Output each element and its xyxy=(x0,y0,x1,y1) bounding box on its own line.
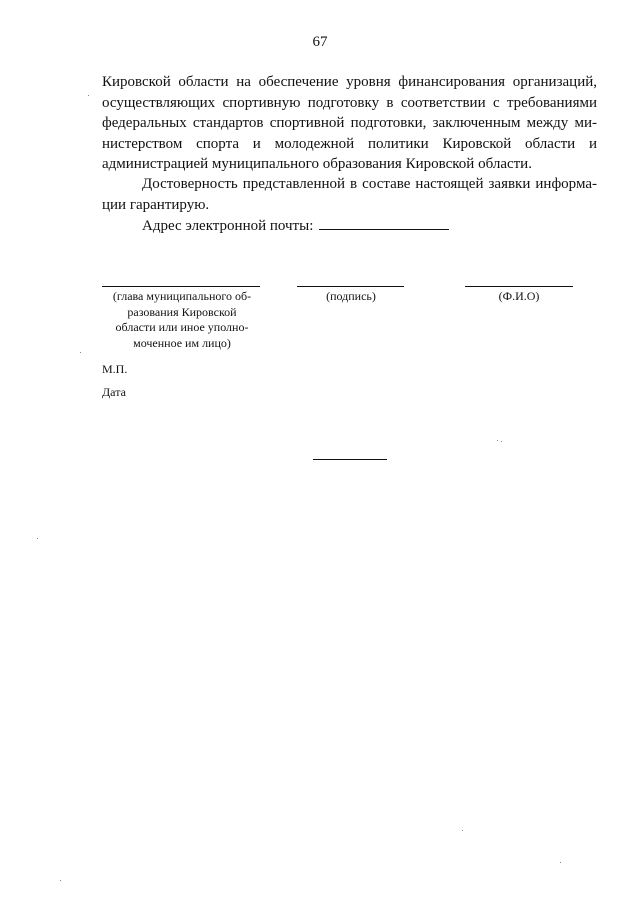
page-number: 67 xyxy=(312,34,328,50)
email-label: Адрес электронной почты: xyxy=(142,218,314,234)
email-row xyxy=(102,215,597,237)
text-line: ции гарантирую. xyxy=(102,196,210,213)
scan-speck xyxy=(80,352,81,353)
text-line: Кировской области на обеспечение уровня финансирования организаций, xyxy=(102,74,597,90)
signature-line[interactable] xyxy=(297,286,404,287)
official-caption xyxy=(96,289,268,351)
stamp-label: М.П. xyxy=(102,362,128,376)
date-label: Дата xyxy=(102,385,126,399)
paragraph-agreement xyxy=(102,72,597,175)
scan-speck xyxy=(462,830,463,831)
text-line: нистерством спорта и молодежной политики Кировской области и xyxy=(102,135,597,152)
caption-line: (глава муниципального об- xyxy=(112,289,252,303)
scan-speck xyxy=(60,880,61,881)
full-name-caption: (Ф.И.О) xyxy=(498,289,540,303)
email-field[interactable] xyxy=(319,215,449,230)
text-line: федеральных стандартов спортивной подготовки, заключенным между ми- xyxy=(102,115,597,131)
scan-speck xyxy=(560,862,561,863)
text-line: осуществляющих спортивную подготовку в соответствии с требованиями xyxy=(102,94,597,111)
end-rule xyxy=(313,459,387,460)
caption-line: области или иное уполно- xyxy=(115,320,249,334)
text-line: Достоверность представленной в составе настоящей заявки информа- xyxy=(142,176,597,192)
text-line: администрацией муниципального образования Кировской области. xyxy=(102,156,532,172)
caption-line: моченное им лицо) xyxy=(133,335,231,350)
scan-speck xyxy=(497,440,498,441)
signature-caption: (подпись) xyxy=(326,289,376,303)
scan-speck xyxy=(88,95,89,96)
full-name-line[interactable] xyxy=(465,286,573,287)
official-signature-line[interactable] xyxy=(102,286,260,287)
paragraph-guarantee xyxy=(102,174,597,215)
caption-line: разования Кировской xyxy=(127,304,237,319)
email-line-wrap xyxy=(102,215,597,237)
scan-speck xyxy=(37,538,38,539)
scan-speck xyxy=(501,441,502,442)
